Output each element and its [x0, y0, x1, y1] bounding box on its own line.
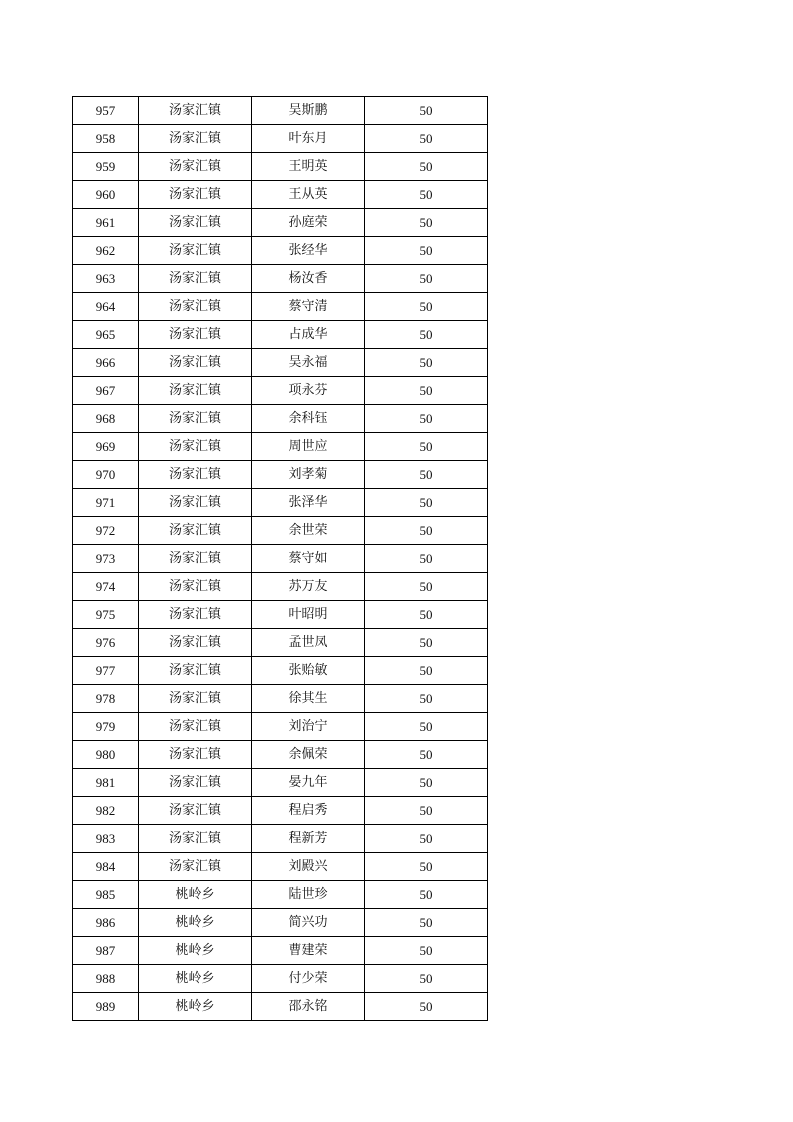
- table-row: [73, 97, 488, 125]
- table-row: [73, 153, 488, 181]
- township-cell: 汤家汇镇: [139, 769, 252, 797]
- table-row: [73, 937, 488, 965]
- row-number-cell: 964: [73, 293, 139, 321]
- row-number-cell: 976: [73, 629, 139, 657]
- person-name-cell: 曹建荣: [252, 937, 365, 965]
- township-cell: 汤家汇镇: [139, 853, 252, 881]
- amount-cell: 50: [365, 265, 488, 293]
- row-number-cell: 970: [73, 461, 139, 489]
- township-cell: 汤家汇镇: [139, 713, 252, 741]
- row-number-cell: 988: [73, 965, 139, 993]
- township-cell: 汤家汇镇: [139, 741, 252, 769]
- person-name-cell: 余佩荣: [252, 741, 365, 769]
- township-cell: 汤家汇镇: [139, 97, 252, 125]
- row-number-cell: 965: [73, 321, 139, 349]
- person-name-cell: 刘孝菊: [252, 461, 365, 489]
- person-name-cell: 叶昭明: [252, 601, 365, 629]
- amount-cell: 50: [365, 405, 488, 433]
- row-number-cell: 989: [73, 993, 139, 1021]
- row-number-cell: 966: [73, 349, 139, 377]
- table-row: [73, 321, 488, 349]
- person-name-cell: 蔡守清: [252, 293, 365, 321]
- amount-cell: 50: [365, 657, 488, 685]
- amount-cell: 50: [365, 825, 488, 853]
- township-cell: 汤家汇镇: [139, 517, 252, 545]
- amount-cell: 50: [365, 965, 488, 993]
- row-number-cell: 980: [73, 741, 139, 769]
- township-cell: 汤家汇镇: [139, 377, 252, 405]
- amount-cell: 50: [365, 853, 488, 881]
- table-row: [73, 965, 488, 993]
- person-name-cell: 占成华: [252, 321, 365, 349]
- roster-table: [72, 96, 488, 1021]
- person-name-cell: 晏九年: [252, 769, 365, 797]
- row-number-cell: 977: [73, 657, 139, 685]
- row-number-cell: 986: [73, 909, 139, 937]
- person-name-cell: 叶东月: [252, 125, 365, 153]
- person-name-cell: 张贻敏: [252, 657, 365, 685]
- person-name-cell: 吴永福: [252, 349, 365, 377]
- table-row: [73, 657, 488, 685]
- township-cell: 汤家汇镇: [139, 293, 252, 321]
- amount-cell: 50: [365, 629, 488, 657]
- person-name-cell: 孙庭荣: [252, 209, 365, 237]
- table-row: [73, 125, 488, 153]
- amount-cell: 50: [365, 377, 488, 405]
- table-row: [73, 769, 488, 797]
- township-cell: 汤家汇镇: [139, 685, 252, 713]
- table-row: [73, 601, 488, 629]
- amount-cell: 50: [365, 433, 488, 461]
- township-cell: 汤家汇镇: [139, 405, 252, 433]
- person-name-cell: 简兴功: [252, 909, 365, 937]
- row-number-cell: 983: [73, 825, 139, 853]
- amount-cell: 50: [365, 993, 488, 1021]
- amount-cell: 50: [365, 573, 488, 601]
- table-row: [73, 993, 488, 1021]
- row-number-cell: 957: [73, 97, 139, 125]
- amount-cell: 50: [365, 685, 488, 713]
- township-cell: 桃岭乡: [139, 993, 252, 1021]
- person-name-cell: 程启秀: [252, 797, 365, 825]
- row-number-cell: 982: [73, 797, 139, 825]
- amount-cell: 50: [365, 125, 488, 153]
- amount-cell: 50: [365, 349, 488, 377]
- table-row: [73, 489, 488, 517]
- township-cell: 桃岭乡: [139, 881, 252, 909]
- amount-cell: 50: [365, 545, 488, 573]
- amount-cell: 50: [365, 209, 488, 237]
- row-number-cell: 978: [73, 685, 139, 713]
- township-cell: 汤家汇镇: [139, 573, 252, 601]
- row-number-cell: 958: [73, 125, 139, 153]
- person-name-cell: 余科钰: [252, 405, 365, 433]
- township-cell: 汤家汇镇: [139, 125, 252, 153]
- table-row: [73, 405, 488, 433]
- person-name-cell: 刘治宁: [252, 713, 365, 741]
- township-cell: 汤家汇镇: [139, 657, 252, 685]
- person-name-cell: 余世荣: [252, 517, 365, 545]
- table-row: [73, 433, 488, 461]
- row-number-cell: 979: [73, 713, 139, 741]
- person-name-cell: 吴斯鹏: [252, 97, 365, 125]
- person-name-cell: 陆世珍: [252, 881, 365, 909]
- person-name-cell: 邵永铭: [252, 993, 365, 1021]
- table-row: [73, 741, 488, 769]
- roster-table-body: [73, 97, 488, 1021]
- table-row: [73, 629, 488, 657]
- row-number-cell: 975: [73, 601, 139, 629]
- person-name-cell: 程新芳: [252, 825, 365, 853]
- township-cell: 汤家汇镇: [139, 237, 252, 265]
- row-number-cell: 987: [73, 937, 139, 965]
- table-row: [73, 909, 488, 937]
- person-name-cell: 张经华: [252, 237, 365, 265]
- amount-cell: 50: [365, 517, 488, 545]
- township-cell: 汤家汇镇: [139, 601, 252, 629]
- table-row: [73, 461, 488, 489]
- township-cell: 汤家汇镇: [139, 265, 252, 293]
- table-row: [73, 881, 488, 909]
- row-number-cell: 963: [73, 265, 139, 293]
- table-row: [73, 293, 488, 321]
- township-cell: 汤家汇镇: [139, 629, 252, 657]
- amount-cell: 50: [365, 713, 488, 741]
- row-number-cell: 974: [73, 573, 139, 601]
- row-number-cell: 959: [73, 153, 139, 181]
- person-name-cell: 蔡守如: [252, 545, 365, 573]
- township-cell: 汤家汇镇: [139, 209, 252, 237]
- person-name-cell: 徐其生: [252, 685, 365, 713]
- row-number-cell: 981: [73, 769, 139, 797]
- table-row: [73, 853, 488, 881]
- roster-sheet: [72, 96, 488, 1021]
- row-number-cell: 984: [73, 853, 139, 881]
- row-number-cell: 962: [73, 237, 139, 265]
- township-cell: 汤家汇镇: [139, 321, 252, 349]
- township-cell: 汤家汇镇: [139, 825, 252, 853]
- row-number-cell: 972: [73, 517, 139, 545]
- table-row: [73, 181, 488, 209]
- amount-cell: 50: [365, 601, 488, 629]
- table-row: [73, 377, 488, 405]
- amount-cell: 50: [365, 769, 488, 797]
- amount-cell: 50: [365, 909, 488, 937]
- table-row: [73, 545, 488, 573]
- township-cell: 桃岭乡: [139, 965, 252, 993]
- row-number-cell: 971: [73, 489, 139, 517]
- table-row: [73, 825, 488, 853]
- amount-cell: 50: [365, 293, 488, 321]
- table-row: [73, 265, 488, 293]
- township-cell: 桃岭乡: [139, 937, 252, 965]
- row-number-cell: 961: [73, 209, 139, 237]
- person-name-cell: 周世应: [252, 433, 365, 461]
- amount-cell: 50: [365, 97, 488, 125]
- township-cell: 汤家汇镇: [139, 489, 252, 517]
- person-name-cell: 杨汝香: [252, 265, 365, 293]
- table-row: [73, 517, 488, 545]
- person-name-cell: 付少荣: [252, 965, 365, 993]
- township-cell: 汤家汇镇: [139, 461, 252, 489]
- person-name-cell: 苏万友: [252, 573, 365, 601]
- row-number-cell: 967: [73, 377, 139, 405]
- township-cell: 桃岭乡: [139, 909, 252, 937]
- township-cell: 汤家汇镇: [139, 181, 252, 209]
- amount-cell: 50: [365, 881, 488, 909]
- person-name-cell: 刘殿兴: [252, 853, 365, 881]
- person-name-cell: 王从英: [252, 181, 365, 209]
- table-row: [73, 209, 488, 237]
- township-cell: 汤家汇镇: [139, 433, 252, 461]
- amount-cell: 50: [365, 181, 488, 209]
- person-name-cell: 孟世凤: [252, 629, 365, 657]
- table-row: [73, 713, 488, 741]
- row-number-cell: 973: [73, 545, 139, 573]
- township-cell: 汤家汇镇: [139, 797, 252, 825]
- table-row: [73, 685, 488, 713]
- amount-cell: 50: [365, 937, 488, 965]
- township-cell: 汤家汇镇: [139, 545, 252, 573]
- township-cell: 汤家汇镇: [139, 349, 252, 377]
- amount-cell: 50: [365, 741, 488, 769]
- person-name-cell: 王明英: [252, 153, 365, 181]
- amount-cell: 50: [365, 153, 488, 181]
- amount-cell: 50: [365, 797, 488, 825]
- table-row: [73, 573, 488, 601]
- amount-cell: 50: [365, 237, 488, 265]
- amount-cell: 50: [365, 489, 488, 517]
- table-row: [73, 237, 488, 265]
- person-name-cell: 张泽华: [252, 489, 365, 517]
- amount-cell: 50: [365, 461, 488, 489]
- row-number-cell: 968: [73, 405, 139, 433]
- row-number-cell: 969: [73, 433, 139, 461]
- row-number-cell: 960: [73, 181, 139, 209]
- amount-cell: 50: [365, 321, 488, 349]
- table-row: [73, 349, 488, 377]
- person-name-cell: 项永芬: [252, 377, 365, 405]
- table-row: [73, 797, 488, 825]
- township-cell: 汤家汇镇: [139, 153, 252, 181]
- row-number-cell: 985: [73, 881, 139, 909]
